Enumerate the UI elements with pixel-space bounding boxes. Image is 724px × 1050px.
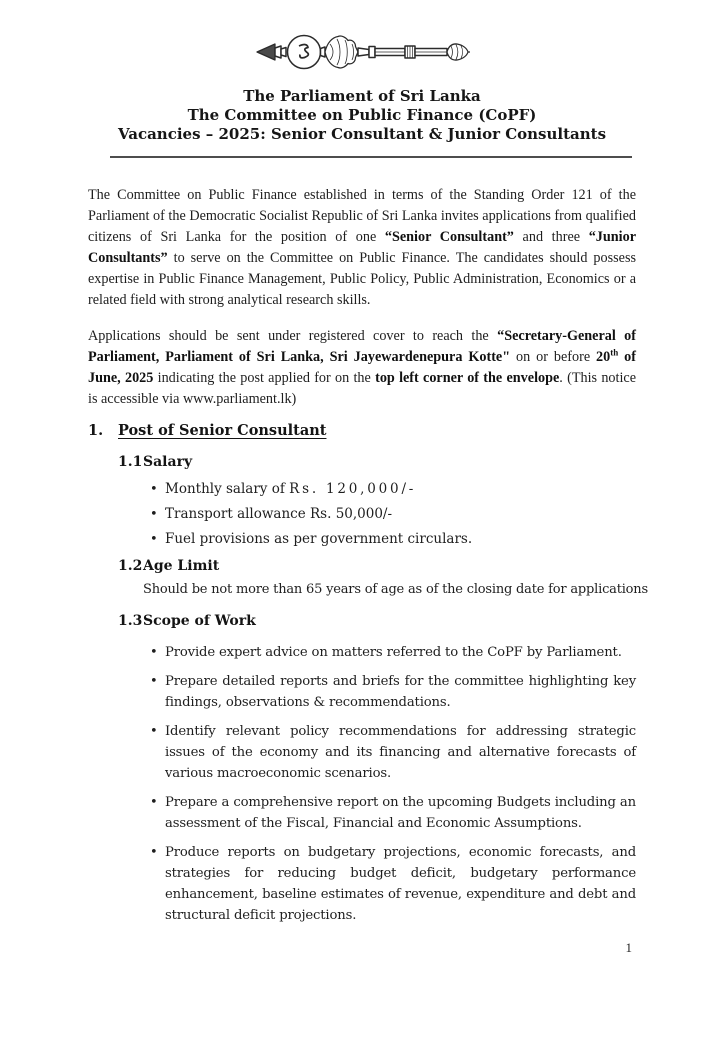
- scope-bullet-list: [88, 642, 636, 926]
- p1-senior-consultant-bold: “Senior Consultant”: [384, 229, 514, 245]
- page-number: 1: [625, 940, 632, 955]
- subsection-1-2-number: 1.2: [118, 558, 143, 574]
- p2-deadline-month-bold: of June, 2025: [88, 349, 636, 386]
- p1-text-b: and three: [513, 229, 589, 245]
- p2-secretary-general-bold: “Secretary-General of Parliament, Parliament of Sri Lanka, Sri Jayewardenepura Kotte": [88, 328, 636, 365]
- scope-bullet-projections: • Produce reports on budgetary projections, economic forecasts, and strategies for reducing budget deficit, budgetary performance enhancement, baseline estimates of revenue, expenditure and debt and structural deficit projections.: [165, 842, 636, 926]
- subsection-1-3-heading: [118, 612, 636, 631]
- p1-junior-consultants-bold: “Junior Consultants”: [88, 229, 637, 266]
- document-title: [0, 87, 724, 144]
- scope-bullet-budget-report: • Prepare a comprehensive report on the upcoming Budgets including an assessment of the Fiscal, Financial and Economic Assumptions.: [165, 792, 636, 834]
- section-1-heading: [88, 421, 636, 440]
- p2-text-a: Applications should be sent under registered cover to reach the: [88, 328, 498, 344]
- p1-text-c: to serve on the Committee on Public Finance. The candidates should possess expertise in Public Finance Management, Public Policy, Public Administration, Economics or a related field with strong analytical research skills.: [88, 250, 636, 308]
- salary-monthly-amount: Rs. 120,000/-: [289, 481, 417, 497]
- subsection-1-1-heading: [118, 453, 636, 472]
- scope-bullet-reports: • Prepare detailed reports and briefs for the committee highlighting key findings, observations & recommendations.: [165, 671, 636, 713]
- p2-ordinal-superscript: th: [610, 347, 619, 358]
- document-body: [0, 185, 724, 926]
- section-1-title: Post of Senior Consultant: [118, 422, 327, 439]
- p2-text-d: . (This notice is accessible via www.parliament.lk): [88, 370, 636, 407]
- subsection-1-3-number: 1.3: [118, 613, 143, 629]
- salary-bullet-transport: • Transport allowance Rs. 50,000/-: [165, 504, 636, 525]
- p2-text-c: indicating the post applied for on the: [153, 370, 376, 386]
- title-line-parliament: The Parliament of Sri Lanka: [243, 87, 481, 105]
- salary-bullet-monthly: [165, 479, 636, 500]
- subsection-1-2-title: Age Limit: [143, 558, 220, 574]
- title-line-vacancies: Vacancies – 2025: Senior Consultant & Junior Consultants: [117, 125, 607, 143]
- p2-envelope-bold: top left corner of the envelope: [375, 370, 560, 386]
- p2-text-b: on or before: [510, 349, 597, 365]
- salary-bullet-fuel: • Fuel provisions as per government circulars.: [165, 529, 636, 550]
- subsection-1-1-number: 1.1: [118, 454, 143, 470]
- scope-bullet-policy: • Identify relevant policy recommendations for addressing strategic issues of the economy and its financing and alternative forecasts of various macroeconomic scenarios.: [165, 721, 636, 784]
- subsection-1-3-title: Scope of Work: [143, 613, 256, 629]
- title-line-committee: The Committee on Public Finance (CoPF): [187, 106, 537, 124]
- scope-bullet-advice: • Provide expert advice on matters referred to the CoPF by Parliament.: [165, 642, 636, 663]
- section-1-number: 1.: [88, 422, 104, 439]
- header-emblem: [0, 26, 724, 78]
- age-limit-text: Should be not more than 65 years of age as of the closing date for applications: [143, 582, 648, 597]
- p1-text-a: The Committee on Public Finance established in terms of the Standing Order 121 of the Parliament of the Democratic Socialist Republic of Sri Lanka invites applications from qualified citizens of Sri Lanka for the position of one: [88, 187, 636, 245]
- header-divider: [110, 156, 632, 158]
- salary-monthly-label: Monthly salary of: [165, 481, 290, 497]
- salary-bullet-list: [88, 479, 636, 550]
- document-page: [0, 26, 724, 1050]
- intro-paragraph-2: [88, 326, 636, 410]
- intro-paragraph-1: [88, 185, 636, 311]
- subsection-1-2-heading: [118, 557, 636, 576]
- subsection-1-1-title: Salary: [143, 454, 193, 470]
- p2-deadline-day-bold: 20: [596, 349, 611, 365]
- parliament-mace-icon: [254, 26, 470, 78]
